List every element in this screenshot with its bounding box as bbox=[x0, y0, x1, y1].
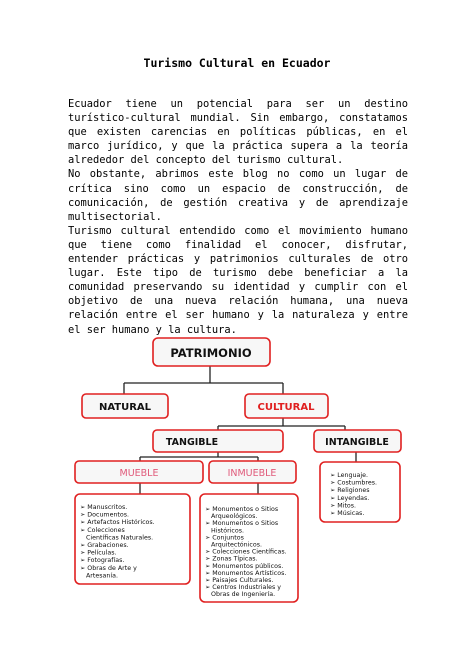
inmueble-list-item: ➢ Zonas Típicas. bbox=[205, 555, 258, 563]
mueble-list-item: Científicas Naturales. bbox=[86, 534, 154, 542]
intangible-list-item: ➢ Religiones bbox=[330, 487, 370, 495]
intangible-list-item: ➢ Costumbres. bbox=[330, 479, 378, 487]
intangible-label: INTANGIBLE bbox=[325, 437, 389, 448]
inmueble-list bbox=[205, 506, 287, 598]
paragraph-definition: Turismo cultural entendido como el movimiento humano que tiene como finalidad el conocer, disfrutar, entender prácticas y patrimonios culturales de otro lugar. Este tipo de turismo debe beneficiar a la comunidad preservando su identidad y cumplir con el objetivo de una nueva relación humana, una nueva relación entre el ser humano y la naturaleza y entre el ser humano y la cultura. bbox=[68, 224, 408, 336]
inmueble-list-item: ➢ Monumentos o Sitios bbox=[205, 506, 279, 513]
mueble-list-item: ➢ Películas. bbox=[80, 549, 117, 557]
tangible-label: TANGIBLE bbox=[165, 437, 219, 448]
inmueble-list-item: Históricos. bbox=[211, 527, 245, 535]
mueble-list-item: ➢ Obras de Arte y bbox=[80, 564, 137, 572]
inmueble-list-item: ➢ Conjuntos bbox=[205, 534, 244, 542]
mueble-list-item: ➢ Documentos. bbox=[80, 511, 130, 519]
intangible-list-item: ➢ Mitos. bbox=[330, 502, 357, 510]
inmueble-list-item: ➢ Monumentos públicos. bbox=[205, 562, 284, 570]
patrimonio-label: PATRIMONIO bbox=[170, 346, 252, 360]
intangible-list-item: ➢ Músicas. bbox=[330, 510, 365, 517]
inmueble-list-item: ➢ Colecciones Científicas. bbox=[205, 548, 287, 556]
mueble-list-item: ➢ Grabaciones. bbox=[80, 542, 129, 549]
inmueble-list-item: Obras de Ingeniería. bbox=[211, 591, 276, 599]
paragraph-intro: Ecuador tiene un potencial para ser un destino turístico-cultural mundial. Sin embargo, constatamos que existen carencias en políticas públicas, en el marco jurídico, y que la práctica supera a la teoría alrededor del concepto del turismo cultural. bbox=[68, 98, 408, 167]
mueble-list-item: ➢ Manuscritos. bbox=[80, 504, 128, 511]
inmueble-list-item: Arqueológicos. bbox=[211, 513, 258, 521]
mueble-label: MUEBLE bbox=[119, 468, 159, 479]
mueble-list-item: Artesanía. bbox=[86, 572, 118, 580]
mueble-list-item: ➢ Artefactos Históricos. bbox=[80, 519, 155, 527]
document-title: Turismo Cultural en Ecuador bbox=[143, 56, 331, 70]
cultural-label: CULTURAL bbox=[257, 402, 315, 413]
mueble-list-item: ➢ Colecciones bbox=[80, 526, 125, 534]
inmueble-list-item: ➢ Monumentos Artísticos. bbox=[205, 569, 287, 577]
inmueble-label: INMUEBLE bbox=[227, 468, 277, 479]
mueble-list-item: ➢ Fotografías. bbox=[80, 557, 125, 565]
intangible-list-item: ➢ Leyendas. bbox=[330, 494, 370, 502]
inmueble-list-item: Arquitectónicos. bbox=[211, 541, 262, 549]
paragraph-blog: No obstante, abrimos este blog no como un lugar de crítica sino como un espacio de construcción, de comunicación, de gestión creativa y de aprendizaje multisectorial. bbox=[68, 168, 408, 223]
inmueble-list-item: ➢ Centros Industriales y bbox=[205, 584, 282, 592]
natural-label: NATURAL bbox=[98, 402, 152, 413]
inmueble-list-item: ➢ Monumentos o Sitios bbox=[205, 520, 279, 528]
intangible-list-item: ➢ Lenguaje. bbox=[330, 472, 369, 479]
inmueble-list-item: ➢ Paisajes Culturales. bbox=[205, 577, 274, 584]
